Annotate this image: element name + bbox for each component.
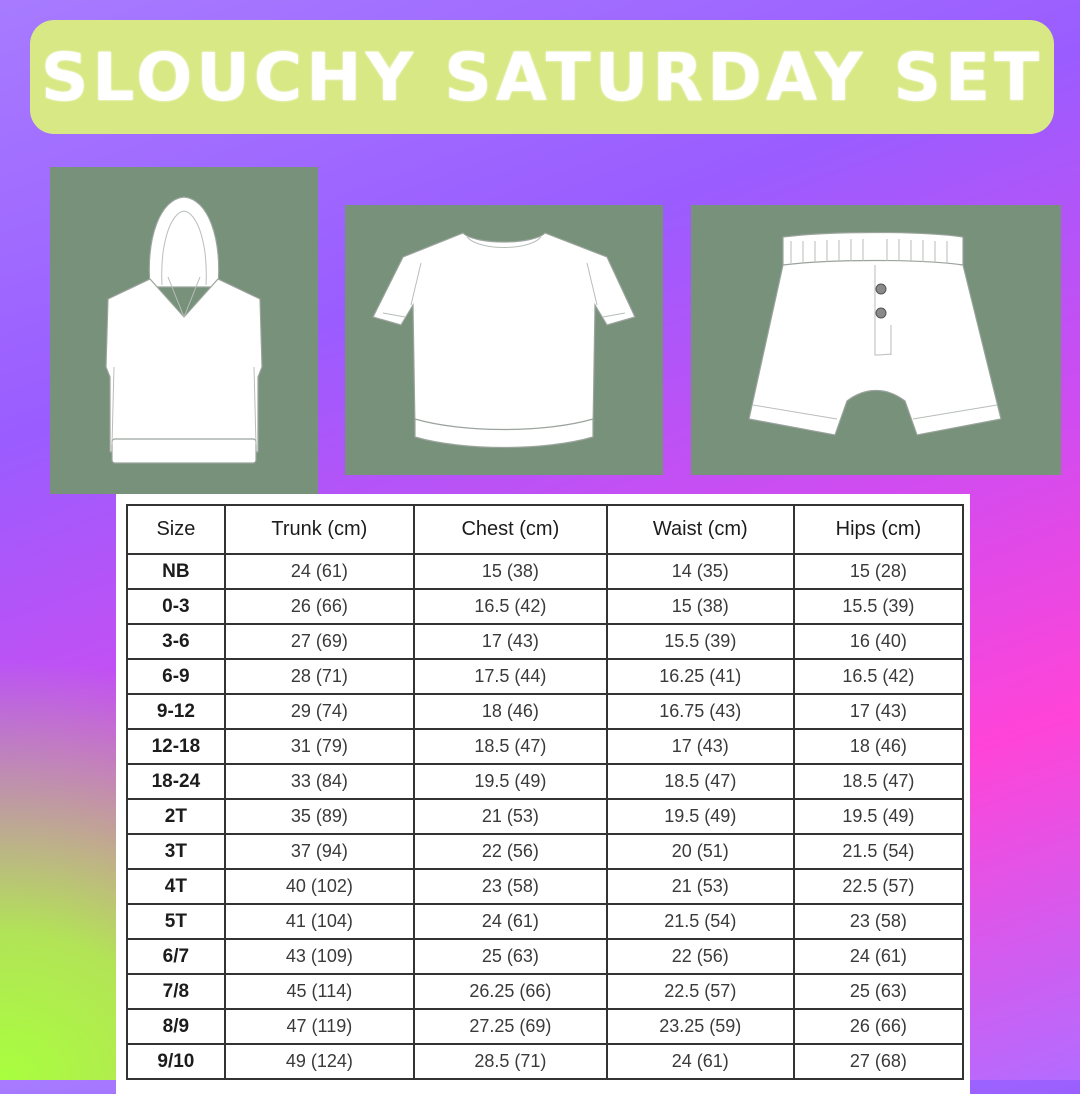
cell-waist: 15.5 (39) xyxy=(607,624,794,659)
cell-chest: 22 (56) xyxy=(414,834,607,869)
cell-hips: 19.5 (49) xyxy=(794,799,963,834)
table-header-row xyxy=(127,505,963,554)
table-row xyxy=(127,729,963,764)
tshirt-icon xyxy=(345,205,663,475)
cell-chest: 27.25 (69) xyxy=(414,1009,607,1044)
cell-chest: 16.5 (42) xyxy=(414,589,607,624)
table-row xyxy=(127,694,963,729)
cell-trunk: 37 (94) xyxy=(225,834,414,869)
cell-hips: 16 (40) xyxy=(794,624,963,659)
size-chart-table xyxy=(126,504,964,1080)
cell-waist: 15 (38) xyxy=(607,589,794,624)
cell-size: 18-24 xyxy=(127,764,225,799)
cell-chest: 17 (43) xyxy=(414,624,607,659)
cell-hips: 16.5 (42) xyxy=(794,659,963,694)
cell-trunk: 47 (119) xyxy=(225,1009,414,1044)
cell-size: 5T xyxy=(127,904,225,939)
hoodie-icon xyxy=(50,167,318,494)
table-row xyxy=(127,624,963,659)
cell-hips: 25 (63) xyxy=(794,974,963,1009)
table-row xyxy=(127,869,963,904)
cell-hips: 27 (68) xyxy=(794,1044,963,1079)
cell-waist: 24 (61) xyxy=(607,1044,794,1079)
cell-trunk: 45 (114) xyxy=(225,974,414,1009)
cell-size: 6-9 xyxy=(127,659,225,694)
shorts-panel xyxy=(691,205,1061,475)
cell-size: 0-3 xyxy=(127,589,225,624)
cell-waist: 16.25 (41) xyxy=(607,659,794,694)
title-banner xyxy=(30,20,1054,134)
cell-hips: 22.5 (57) xyxy=(794,869,963,904)
col-header-waist: Waist (cm) xyxy=(607,505,794,554)
col-header-size: Size xyxy=(127,505,225,554)
cell-trunk: 24 (61) xyxy=(225,554,414,589)
table-row xyxy=(127,904,963,939)
cell-chest: 21 (53) xyxy=(414,799,607,834)
cell-trunk: 41 (104) xyxy=(225,904,414,939)
cell-trunk: 33 (84) xyxy=(225,764,414,799)
cell-trunk: 26 (66) xyxy=(225,589,414,624)
cell-chest: 17.5 (44) xyxy=(414,659,607,694)
cell-waist: 16.75 (43) xyxy=(607,694,794,729)
table-row xyxy=(127,799,963,834)
cell-chest: 19.5 (49) xyxy=(414,764,607,799)
table-row xyxy=(127,764,963,799)
cell-waist: 22.5 (57) xyxy=(607,974,794,1009)
cell-chest: 26.25 (66) xyxy=(414,974,607,1009)
cell-hips: 18.5 (47) xyxy=(794,764,963,799)
cell-size: 3-6 xyxy=(127,624,225,659)
cell-waist: 19.5 (49) xyxy=(607,799,794,834)
shorts-icon xyxy=(691,205,1061,475)
cell-hips: 15.5 (39) xyxy=(794,589,963,624)
cell-trunk: 49 (124) xyxy=(225,1044,414,1079)
cell-size: 3T xyxy=(127,834,225,869)
cell-trunk: 28 (71) xyxy=(225,659,414,694)
cell-waist: 17 (43) xyxy=(607,729,794,764)
cell-chest: 24 (61) xyxy=(414,904,607,939)
cell-hips: 17 (43) xyxy=(794,694,963,729)
table-row xyxy=(127,974,963,1009)
cell-hips: 15 (28) xyxy=(794,554,963,589)
cell-waist: 21.5 (54) xyxy=(607,904,794,939)
cell-waist: 14 (35) xyxy=(607,554,794,589)
cell-size: NB xyxy=(127,554,225,589)
cell-size: 2T xyxy=(127,799,225,834)
cell-size: 9/10 xyxy=(127,1044,225,1079)
cell-trunk: 29 (74) xyxy=(225,694,414,729)
cell-hips: 21.5 (54) xyxy=(794,834,963,869)
cell-hips: 24 (61) xyxy=(794,939,963,974)
cell-chest: 18.5 (47) xyxy=(414,729,607,764)
table-row xyxy=(127,554,963,589)
cell-trunk: 31 (79) xyxy=(225,729,414,764)
col-header-hips: Hips (cm) xyxy=(794,505,963,554)
table-row xyxy=(127,589,963,624)
cell-trunk: 27 (69) xyxy=(225,624,414,659)
cell-trunk: 40 (102) xyxy=(225,869,414,904)
table-row xyxy=(127,659,963,694)
cell-hips: 18 (46) xyxy=(794,729,963,764)
col-header-chest: Chest (cm) xyxy=(414,505,607,554)
cell-waist: 23.25 (59) xyxy=(607,1009,794,1044)
cell-hips: 23 (58) xyxy=(794,904,963,939)
cell-chest: 23 (58) xyxy=(414,869,607,904)
cell-waist: 22 (56) xyxy=(607,939,794,974)
cell-size: 7/8 xyxy=(127,974,225,1009)
cell-hips: 26 (66) xyxy=(794,1009,963,1044)
col-header-trunk: Trunk (cm) xyxy=(225,505,414,554)
tee-panel xyxy=(345,205,663,475)
cell-trunk: 35 (89) xyxy=(225,799,414,834)
table-row xyxy=(127,1009,963,1044)
cell-size: 8/9 xyxy=(127,1009,225,1044)
banner-title: SLOUCHY SATURDAY SET xyxy=(40,38,1044,116)
table-row xyxy=(127,939,963,974)
cell-size: 4T xyxy=(127,869,225,904)
cell-size: 6/7 xyxy=(127,939,225,974)
table-row xyxy=(127,834,963,869)
cell-waist: 20 (51) xyxy=(607,834,794,869)
table-row xyxy=(127,1044,963,1079)
cell-chest: 25 (63) xyxy=(414,939,607,974)
cell-size: 12-18 xyxy=(127,729,225,764)
cell-waist: 18.5 (47) xyxy=(607,764,794,799)
cell-size: 9-12 xyxy=(127,694,225,729)
hoodie-panel xyxy=(50,167,318,494)
cell-trunk: 43 (109) xyxy=(225,939,414,974)
cell-chest: 18 (46) xyxy=(414,694,607,729)
size-chart-card xyxy=(116,494,970,1094)
cell-chest: 28.5 (71) xyxy=(414,1044,607,1079)
cell-chest: 15 (38) xyxy=(414,554,607,589)
cell-waist: 21 (53) xyxy=(607,869,794,904)
